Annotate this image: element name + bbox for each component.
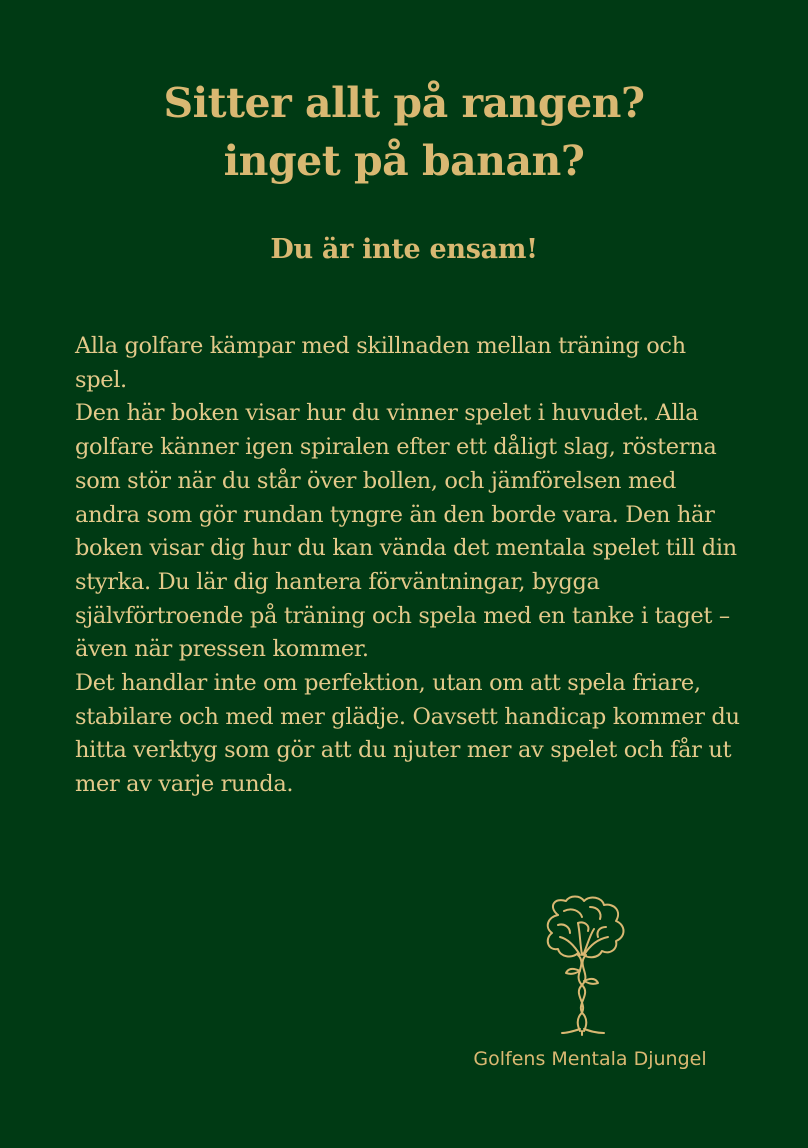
blurb-paragraph-2: Den här boken visar hur du vinner spelet i huvudet. Alla golfare känner igen spiralen efter ett dåligt slag, rösterna som stör när du står över bollen, och jämförelsen med andra som gör rundan tyngre än den borde vara. Den här boken visar dig hur du kan vända det mentala spelet till din styrka. Du lär dig hantera förväntningar, bygga självförtroende på träning och spela med en tanke i taget – även när pressen kommer.: [75, 400, 737, 663]
page-title: [0, 74, 808, 190]
publisher-name: Golfens Mentala Djungel: [473, 1048, 707, 1070]
blurb-paragraph-1: Alla golfare kämpar med skillnaden mellan träning och spel.: [75, 333, 686, 393]
blurb-paragraph-3: Det handlar inte om perfektion, utan om att spela friare, stabilare och med mer glädje. Oavsett handicap kommer du hitta verktyg som gör att du njuter mer av spelet och får ut mer av varje runda.: [75, 670, 740, 798]
tree-icon: [528, 893, 638, 1038]
subtitle: Du är inte ensam!: [270, 234, 538, 265]
title-line-2: inget på banan?: [223, 137, 585, 185]
title-line-1: Sitter allt på rangen?: [163, 79, 645, 127]
blurb-text: [75, 330, 741, 802]
